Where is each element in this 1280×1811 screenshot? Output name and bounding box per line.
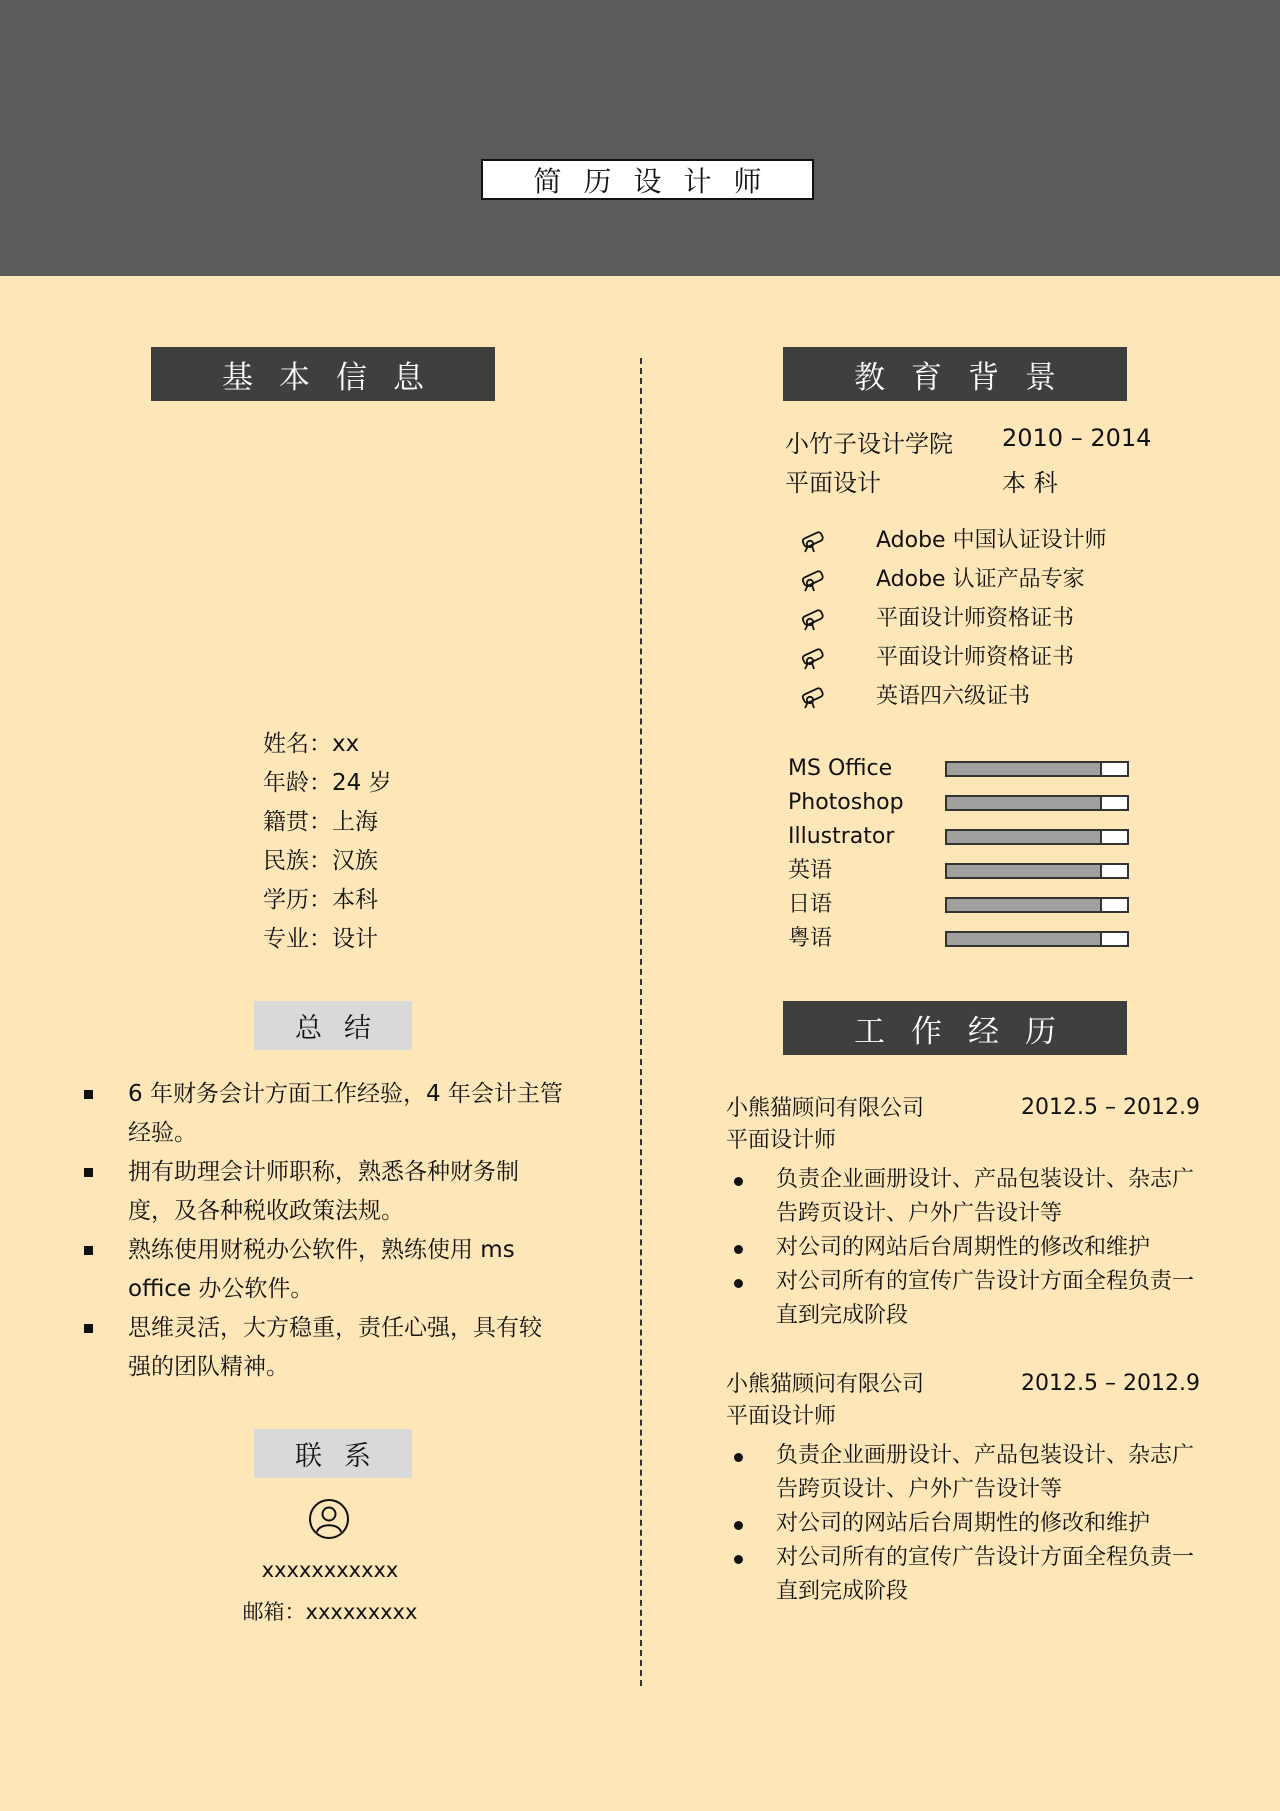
skill-level-bar [945,863,1129,879]
summary-list [84,1075,564,1387]
basic-info-list [263,725,392,959]
list-item: 思维灵活，大方稳重，责任心强，具有较强的团队精神。 [84,1309,564,1386]
info-origin: 籍贯：上海 [263,809,378,835]
certificate-item: Adobe 中国认证设计师 [798,521,1107,560]
list-item: 6 年财务会计方面工作经验，4 年会计主管经验。 [84,1075,564,1152]
list-item: 对公司所有的宣传广告设计方面全程负责一直到完成阶段 [726,1541,1200,1609]
info-age: 年龄：24 岁 [263,770,392,796]
skill-list [788,752,904,956]
skill-level-fill [947,899,1102,911]
edu-major: 平面设计 [785,469,881,497]
contact-phone: xxxxxxxxxxx [261,1558,399,1582]
square-bullet-icon [84,1246,93,1255]
diploma-icon [798,529,828,553]
skill-row [788,922,904,956]
skill-level-bar [945,931,1129,947]
section-heading-contact: 联系 [254,1429,412,1478]
edu-degree: 本 科 [1002,469,1058,497]
job-title: 平面设计师 [726,1128,837,1153]
job-date: 2012.5 – 2012.9 [1021,1371,1200,1396]
info-name: 姓名：xx [263,731,360,757]
bullet-dot-icon [734,1521,743,1530]
diploma-icon [798,568,828,592]
job-entry-2 [726,1369,1200,1609]
skill-level-bar [945,829,1129,845]
section-heading-summary: 总结 [254,1001,412,1050]
square-bullet-icon [84,1324,93,1333]
skill-row [788,820,904,854]
skill-level-fill [947,763,1102,775]
skill-level-bar [945,897,1129,913]
person-icon [308,1498,350,1540]
list-item: 拥有助理会计师职称，熟悉各种财务制度，及各种税收政策法规。 [84,1153,564,1230]
section-heading-work: 工作经历 [783,1001,1127,1055]
page-title: 简历设计师 [481,159,814,200]
bullet-dot-icon [734,1453,743,1462]
edu-school: 小竹子设计学院 [785,430,953,458]
skill-level-fill [947,865,1102,877]
list-item: 对公司的网站后台周期性的修改和维护 [726,1231,1200,1265]
header-band [0,0,1280,276]
bullet-dot-icon [734,1177,743,1186]
job-date: 2012.5 – 2012.9 [1021,1095,1200,1120]
skill-level-bar [945,761,1129,777]
skill-row [788,854,904,888]
skill-name: 日语 [788,892,833,917]
job-duties [726,1163,1200,1333]
list-item: 负责企业画册设计、产品包装设计、杂志广告跨页设计、户外广告设计等 [726,1163,1200,1231]
edu-years: 2010 – 2014 [1002,424,1152,452]
skill-name: Photoshop [788,790,904,815]
job-duties [726,1439,1200,1609]
info-major: 专业：设计 [263,926,378,952]
info-ethnicity: 民族：汉族 [263,848,378,874]
job-company: 小熊猫顾问有限公司 [726,1096,925,1121]
section-heading-education: 教育背景 [783,347,1127,401]
skill-row [788,752,904,786]
bullet-dot-icon [734,1555,743,1564]
bullet-dot-icon [734,1279,743,1288]
bullet-dot-icon [734,1245,743,1254]
list-item: 负责企业画册设计、产品包装设计、杂志广告跨页设计、户外广告设计等 [726,1439,1200,1507]
column-divider [640,358,642,1686]
certificate-list [798,521,1107,716]
certificate-item: Adobe 认证产品专家 [798,560,1107,599]
skill-level-fill [947,831,1102,843]
list-item: 熟练使用财税办公软件，熟练使用 ms office 办公软件。 [84,1231,564,1308]
section-heading-basic-info: 基本信息 [151,347,495,401]
certificate-item: 英语四六级证书 [798,677,1107,716]
diploma-icon [798,607,828,631]
certificate-item: 平面设计师资格证书 [798,638,1107,677]
square-bullet-icon [84,1090,93,1099]
list-item: 对公司的网站后台周期性的修改和维护 [726,1507,1200,1541]
square-bullet-icon [84,1168,93,1177]
diploma-icon [798,646,828,670]
skill-name: MS Office [788,756,893,781]
contact-email: 邮箱：xxxxxxxxx [242,1600,418,1624]
skill-name: Illustrator [788,824,895,849]
skill-level-fill [947,933,1102,945]
job-entry-1 [726,1093,1200,1333]
skill-name: 英语 [788,858,833,883]
diploma-icon [798,685,828,709]
info-education: 学历：本科 [263,887,378,913]
job-company: 小熊猫顾问有限公司 [726,1372,925,1397]
skill-level-fill [947,797,1102,809]
skill-row [788,786,904,820]
job-title: 平面设计师 [726,1404,837,1429]
skill-name: 粤语 [788,926,833,951]
skill-level-bar [945,795,1129,811]
skill-row [788,888,904,922]
list-item: 对公司所有的宣传广告设计方面全程负责一直到完成阶段 [726,1265,1200,1333]
certificate-item: 平面设计师资格证书 [798,599,1107,638]
